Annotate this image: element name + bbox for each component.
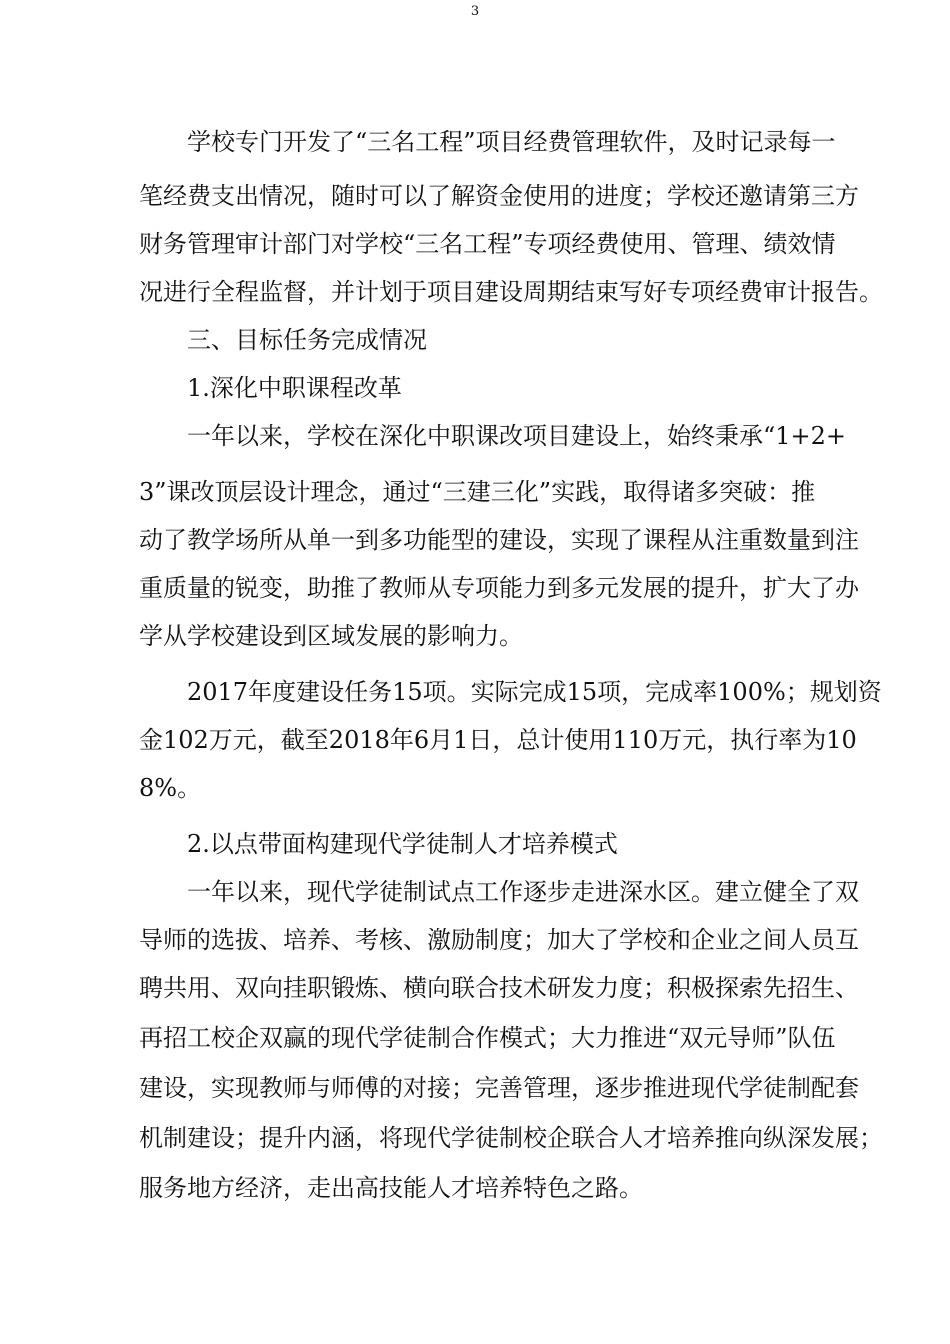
text-line: 聘共用、双向挂职锻炼、横向联合技术研发力度；积极探索先招生、	[139, 974, 859, 1002]
text-line: 笔经费支出情况，随时可以了解资金使用的进度；学校还邀请第三方	[139, 182, 859, 210]
text-line: 金102万元，截至2018年6月1日，总计使用110万元，执行率为10	[139, 726, 857, 754]
subsection-heading: 2.以点带面构建现代学徒制人才培养模式	[187, 830, 618, 858]
text-line: 再招工校企双赢的现代学徒制合作模式；大力推进“双元导师”队伍	[139, 1024, 836, 1052]
text-line: 重质量的锐变，助推了教师从专项能力到多元发展的提升，扩大了办	[139, 574, 859, 602]
text-line: 服务地方经济，走出高技能人才培养特色之路。	[139, 1174, 643, 1202]
page-number: 3	[470, 4, 480, 19]
text-line: 机制建设；提升内涵，将现代学徒制校企联合人才培养推向纵深发展；	[139, 1124, 883, 1152]
text-line: 学校专门开发了“三名工程”项目经费管理软件，及时记录每一	[187, 128, 836, 156]
text-line: 一年以来，现代学徒制试点工作逐步走进深水区。建立健全了双	[187, 878, 859, 906]
text-line: 建设，实现教师与师傅的对接；完善管理，逐步推进现代学徒制配套	[139, 1074, 859, 1102]
text-line: 8%。	[139, 774, 202, 802]
section-heading: 三、目标任务完成情况	[187, 326, 427, 354]
text-line: 学从学校建设到区域发展的影响力。	[139, 622, 523, 650]
text-line: 一年以来，学校在深化中职课改项目建设上，始终秉承“1+2+	[187, 422, 847, 450]
text-line: 动了教学场所从单一到多功能型的建设，实现了课程从注重数量到注	[139, 526, 859, 554]
text-line: 导师的选拔、培养、考核、激励制度；加大了学校和企业之间人员互	[139, 926, 859, 954]
text-line: 财务管理审计部门对学校“三名工程”专项经费使用、管理、绩效情	[139, 230, 836, 258]
text-line: 2017年度建设任务15项。实际完成15项，完成率100%；规划资	[187, 678, 882, 706]
text-line: 况进行全程监督，并计划于项目建设周期结束写好专项经费审计报告。	[139, 278, 883, 306]
text-line: 3”课改顶层设计理念，通过“三建三化”实践，取得诸多突破：推	[139, 478, 816, 506]
subsection-heading: 1.深化中职课程改革	[187, 374, 402, 402]
